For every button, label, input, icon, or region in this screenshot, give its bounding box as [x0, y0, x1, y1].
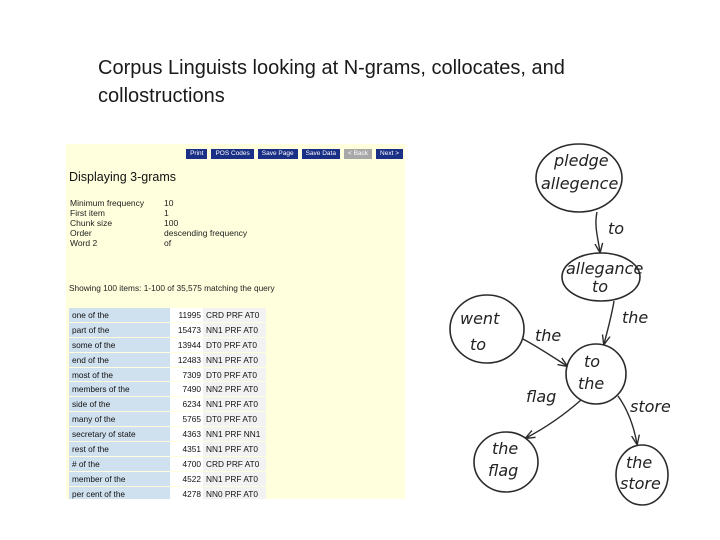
table-row[interactable] [69, 456, 266, 471]
back-button[interactable]: < Back [344, 149, 372, 159]
pos-tags-cell: DT0 PRF AT0 [203, 367, 266, 382]
node-text: went [460, 309, 500, 328]
save-page-button[interactable]: Save Page [258, 149, 298, 159]
param-value: 10 [164, 198, 174, 208]
ngram-cell[interactable]: member of the [69, 471, 170, 486]
table-row[interactable] [69, 427, 266, 442]
ngram-cell[interactable]: part of the [69, 322, 170, 337]
frequency-cell: 11995 [170, 308, 203, 322]
table-row[interactable] [69, 367, 266, 382]
ngram-cell[interactable]: end of the [69, 352, 170, 367]
table-row[interactable] [69, 352, 266, 367]
param-key: First item [70, 208, 105, 218]
query-parameters [70, 198, 247, 248]
frequency-cell: 13944 [170, 337, 203, 352]
node-text: to [584, 352, 601, 371]
frequency-cell: 7309 [170, 367, 203, 382]
edge-label: the [622, 308, 649, 327]
ngram-cell[interactable]: most of the [69, 367, 170, 382]
ngram-cell[interactable]: # of the [69, 456, 170, 471]
param-row [70, 208, 247, 218]
ngram-cell[interactable]: many of the [69, 412, 170, 427]
ngram-cell[interactable]: one of the [69, 308, 170, 322]
ngram-table [69, 308, 266, 499]
results-heading: Displaying 3-grams [69, 170, 176, 184]
edge-label: flag [526, 387, 557, 406]
print-button[interactable]: Print [186, 149, 207, 159]
node-text: allegence [541, 174, 619, 193]
pos-tags-cell: NN1 PRF AT0 [203, 322, 266, 337]
edge-label: to [608, 219, 625, 238]
param-key: Minimum frequency [70, 198, 145, 208]
table-row[interactable] [69, 486, 266, 499]
ngram-cell[interactable]: secretary of state [69, 427, 170, 442]
edge-arrow [596, 212, 600, 252]
pos-tags-cell: CRD PRF AT0 [203, 456, 266, 471]
param-key: Chunk size [70, 218, 113, 228]
edge-arrow [604, 301, 614, 344]
node-text: allegance [566, 259, 644, 278]
node-text: flag [488, 461, 519, 480]
table-row[interactable] [69, 397, 266, 412]
pos-tags-cell: NN1 PRF AT0 [203, 442, 266, 457]
table-row[interactable] [69, 412, 266, 427]
pos-tags-cell: NN1 PRF AT0 [203, 352, 266, 367]
param-key: Word 2 [70, 238, 98, 248]
toolbar [186, 149, 403, 159]
table-row[interactable] [69, 308, 266, 322]
param-row [70, 238, 247, 248]
pos-tags-cell: NN0 PRF AT0 [203, 486, 266, 499]
table-row[interactable] [69, 442, 266, 457]
param-row [70, 198, 247, 208]
param-value: 100 [164, 218, 179, 228]
frequency-cell: 5765 [170, 412, 203, 427]
pos-tags-cell: NN2 PRF AT0 [203, 382, 266, 397]
param-value: 1 [164, 208, 169, 218]
table-row[interactable] [69, 322, 266, 337]
ngram-cell[interactable]: side of the [69, 397, 170, 412]
node-text: store [620, 474, 661, 493]
node-text: the [626, 453, 653, 472]
pos-codes-button[interactable]: POS Codes [211, 149, 253, 159]
node-text: the [578, 374, 605, 393]
pos-tags-cell: NN1 PRF NN1 [203, 427, 266, 442]
ngram-cell[interactable]: members of the [69, 382, 170, 397]
table-row[interactable] [69, 382, 266, 397]
frequency-cell: 4522 [170, 471, 203, 486]
frequency-cell: 15473 [170, 322, 203, 337]
pos-tags-cell: NN1 PRF AT0 [203, 397, 266, 412]
ngram-cell[interactable]: some of the [69, 337, 170, 352]
frequency-cell: 4351 [170, 442, 203, 457]
node-text: to [470, 335, 487, 354]
diagram-canvas [426, 126, 672, 516]
table-row[interactable] [69, 337, 266, 352]
frequency-cell: 4278 [170, 486, 203, 499]
next-button[interactable]: Next > [376, 149, 403, 159]
node-text: pledge [554, 151, 609, 170]
node-text: to [592, 277, 609, 296]
node-text: the [492, 439, 519, 458]
param-row [70, 218, 247, 228]
ngram-results-screenshot [66, 144, 405, 499]
frequency-cell: 4700 [170, 456, 203, 471]
frequency-cell: 12483 [170, 352, 203, 367]
edge-label: the [535, 326, 562, 345]
result-count: Showing 100 items: 1-100 of 35,575 matching the query [69, 283, 275, 293]
edge-label: store [630, 397, 671, 416]
save-data-button[interactable]: Save Data [302, 149, 340, 159]
pos-tags-cell: CRD PRF AT0 [203, 308, 266, 322]
pos-tags-cell: DT0 PRF AT0 [203, 412, 266, 427]
frequency-cell: 4363 [170, 427, 203, 442]
frequency-cell: 6234 [170, 397, 203, 412]
slide-title: Corpus Linguists looking at N-grams, collocates, and collostructions [98, 57, 565, 107]
param-value: of [164, 238, 172, 248]
node-went-to [450, 295, 524, 363]
collostruction-diagram [426, 126, 672, 516]
param-key: Order [70, 228, 92, 238]
param-value: descending frequency [164, 228, 248, 238]
ngram-cell[interactable]: per cent of the [69, 486, 170, 499]
pos-tags-cell: DT0 PRF AT0 [203, 337, 266, 352]
ngram-cell[interactable]: rest of the [69, 442, 170, 457]
param-row [70, 228, 247, 238]
pos-tags-cell: NN1 PRF AT0 [203, 471, 266, 486]
frequency-cell: 7490 [170, 382, 203, 397]
table-row[interactable] [69, 471, 266, 486]
